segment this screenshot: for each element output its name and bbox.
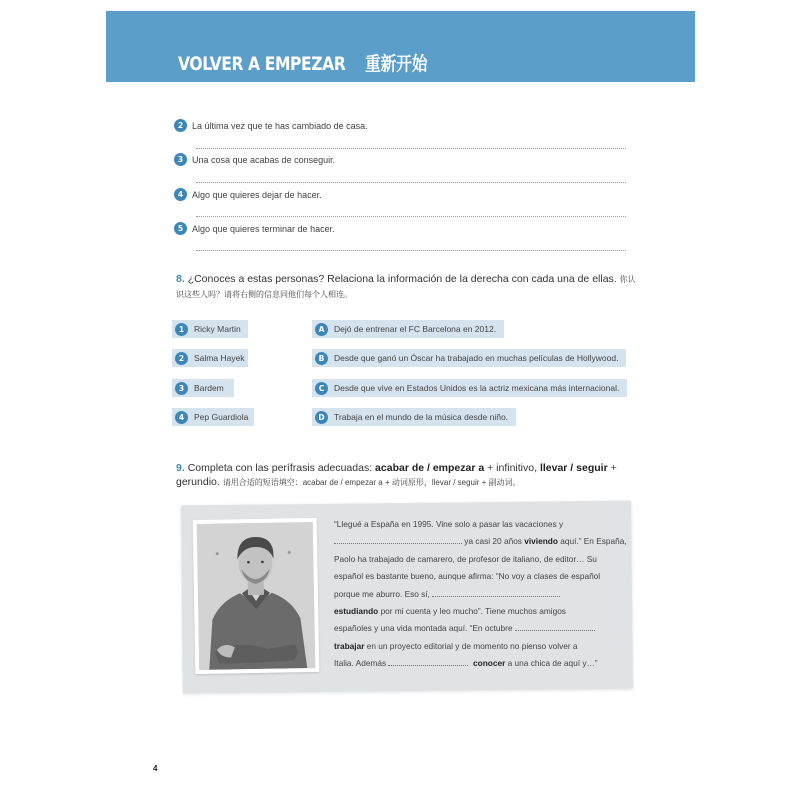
fact-text: Trabaja en el mundo de la música desde niño. [334,412,509,422]
number-badge: 2 [174,119,187,132]
question-item [174,153,335,166]
story-fragment: aquí.” En España, [557,536,627,547]
page-title [178,49,427,76]
story-line [334,603,634,620]
story-text [334,516,634,673]
question-item [174,188,322,201]
answer-line[interactable] [196,250,626,251]
story-keyword: viviendo [524,536,558,547]
person-box[interactable] [172,320,248,338]
story-fragment: porque me aburro. Eso sí, [334,588,433,599]
answer-line[interactable] [196,216,626,217]
story-line [334,586,634,603]
story-fragment: en un proyecto editorial y de momento no pienso volver a [364,640,578,651]
exercise-number: 8. [176,273,185,285]
title-zh: 重新开始 [365,53,428,75]
fact-text: Desde que ganó un Óscar ha trabajado en muchas películas de Hollywood. [334,353,619,363]
story-keyword: conocer [473,658,506,669]
instruction-bold: acabar de / empezar a [375,462,485,474]
story-fragment: Italia. Además [334,658,389,669]
question-item [174,119,368,132]
question-text: La última vez que te has cambiado de casa. [192,120,368,131]
page-number: 4 [153,764,158,773]
exercise-instruction: ¿Conoces a estas personas? Relaciona la información de la derecha con cada una de ellas. [187,273,617,285]
number-badge: 2 [175,352,188,365]
number-badge: 4 [174,188,187,201]
story-keyword: trabajar [334,640,365,651]
question-text: Algo que quieres dejar de hacer. [192,189,322,200]
fact-text: Desde que vive en Estados Unidos es la actriz mexicana más internacional. [334,383,620,393]
answer-line[interactable] [196,182,626,183]
blank-field[interactable] [334,535,462,544]
story-fragment: por mi cuenta y leo mucho”. Tiene muchos amigos [378,606,566,617]
number-badge: 4 [175,411,188,424]
portrait-photo [193,518,320,674]
fact-box[interactable] [312,379,627,397]
exercise-number: 9. [176,462,185,474]
person-name: Salma Hayek [194,353,245,363]
number-badge: 5 [174,222,187,235]
story-fragment: español es bastante bueno, aunque afirma: “No voy a clases de español [334,571,601,582]
story-fragment: a una chica de aquí y…” [505,658,598,669]
exercise-8-heading [176,272,636,302]
header-band [106,11,695,82]
person-box[interactable] [172,408,254,426]
exercise-instruction-zh: 请用合适的短语填空：acabar de / empezar a + 动词原形，llevar / seguir + 副动词。 [222,478,521,487]
instruction-text: + gerundio. [176,462,617,488]
letter-badge: C [315,382,328,395]
story-line [334,551,634,568]
story-line [334,638,634,655]
story-line [334,568,634,585]
number-badge: 1 [175,323,188,336]
story-keyword: estudiando [334,606,379,617]
instruction-bold: llevar / seguir [539,462,608,474]
story-line [334,533,634,550]
blank-field[interactable] [388,657,468,666]
portrait-image [197,522,316,670]
question-text: Una cosa que acabas de conseguir. [192,154,336,165]
exercise-instruction-zh: 你认识这些人吗？请将右侧的信息同他们每个人相连。 [176,275,636,299]
story-line [334,655,634,672]
story-fragment: Paolo ha trabajado de camarero, de profesor de italiano, de editor… Su [334,553,597,564]
blank-field[interactable] [432,588,560,597]
story-fragment: ya casi 20 años [462,536,525,547]
person-box[interactable] [172,349,248,367]
title-es: VOLVER A EMPEZAR [178,53,346,75]
number-badge: 3 [175,382,188,395]
letter-badge: B [315,352,328,365]
number-badge: 3 [174,153,187,166]
instruction-text: Completa con las perífrasis adecuadas: [187,462,376,474]
question-item [174,222,335,235]
exercise-9-heading [176,461,636,490]
answer-line[interactable] [196,148,626,149]
story-fragment: españoles y una vida montada aquí. “En octubre [334,623,515,634]
letter-badge: D [315,411,328,424]
person-illustration-icon [197,522,316,670]
fact-box[interactable] [312,408,516,426]
fact-text: Dejó de entrenar el FC Barcelona en 2012. [334,324,497,334]
story-fragment: “Llegué a España en 1995. Vine solo a pasar las vacaciones y [334,519,564,529]
question-text: Algo que quieres terminar de hacer. [192,223,335,234]
person-name: Ricky Martin [194,324,241,334]
instruction-text: + infinitivo, [484,462,540,474]
blank-field[interactable] [515,622,595,631]
person-name: Bardem [194,383,224,393]
letter-badge: A [315,323,328,336]
person-box[interactable] [172,379,234,397]
fact-box[interactable] [312,320,504,338]
fact-box[interactable] [312,349,626,367]
person-name: Pep Guardiola [194,412,249,422]
story-line [334,516,634,533]
story-line [334,620,634,637]
